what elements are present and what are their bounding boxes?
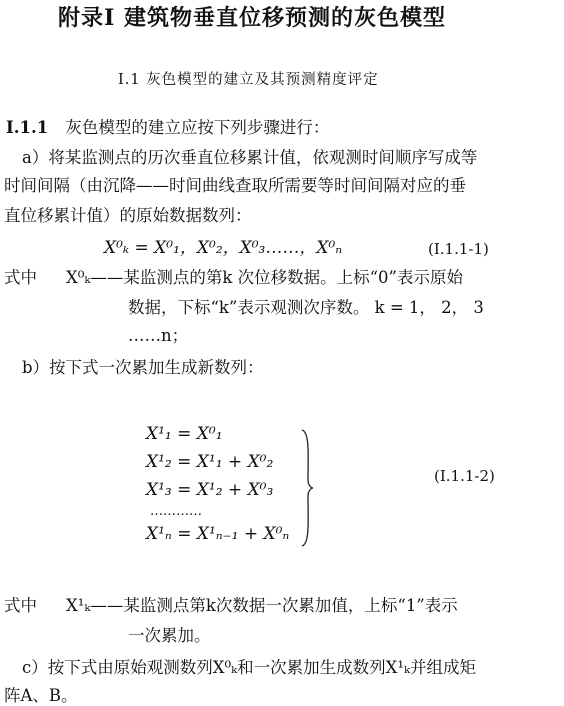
step-a-line-2: 时间间隔（由沉降——时间曲线查取所需要等时间间隔对应的垂 — [4, 176, 466, 195]
equation-2-ellipsis: ………… — [150, 504, 202, 519]
equation-2-number: (Ⅰ.1.1-2) — [434, 467, 495, 485]
step-b-text: b）按下式一次累加生成新数列： — [22, 358, 264, 377]
equation-1-number: (Ⅰ.1.1-1) — [428, 240, 489, 258]
step-c-line-2: 阵A、B。 — [4, 686, 78, 705]
equation-2-row-1: X¹₁ = X⁰₁ — [146, 424, 223, 444]
equation-2-row-3: X¹₃ = X¹₂ + X⁰₃ — [146, 480, 274, 500]
where-1-line-3: ……n； — [128, 326, 189, 345]
where-lead-2: 式中 — [4, 596, 37, 615]
right-brace — [300, 428, 314, 548]
where-1-line-2: 数据，下标“k”表示观测次序数。 k = 1， 2， 3 — [128, 298, 484, 317]
step-a-line-3: 直位移累计值）的原始数据数列： — [4, 206, 252, 225]
section-heading: Ⅰ.1 灰色模型的建立及其预测精度评定 — [118, 72, 379, 88]
where-2-line-1: X¹ₖ——某监测点第k次数据一次累加值，上标“1”表示 — [66, 596, 458, 615]
equation-2-row-2: X¹₂ = X¹₁ + X⁰₂ — [146, 452, 274, 472]
step-c-line-1: c）按下式由原始观测数列X⁰ₖ和一次累加生成数列X¹ₖ并组成矩 — [22, 658, 476, 677]
appendix-title: 附录Ⅰ 建筑物垂直位移预测的灰色模型 — [58, 5, 446, 31]
equation-1: X⁰ₖ = X⁰₁，X⁰₂，X⁰₃……，X⁰ₙ — [104, 238, 343, 258]
equation-2-row-5: X¹ₙ = X¹ₙ₋₁ + X⁰ₙ — [146, 524, 290, 544]
where-2-line-2: 一次累加。 — [128, 626, 211, 645]
clause-1-1 — [6, 118, 329, 138]
step-a-line-1: a）将某监测点的历次垂直位移累计值，依观测时间顺序写成等 — [22, 148, 478, 167]
where-1-line-1: X⁰ₖ——某监测点的第k 次位移数据。上标“0”表示原始 — [66, 268, 463, 287]
clause-number: Ⅰ.1.1 — [6, 118, 49, 137]
clause-text: 灰色模型的建立应按下列步骤进行： — [65, 118, 330, 137]
where-lead-1: 式中 — [4, 268, 37, 287]
